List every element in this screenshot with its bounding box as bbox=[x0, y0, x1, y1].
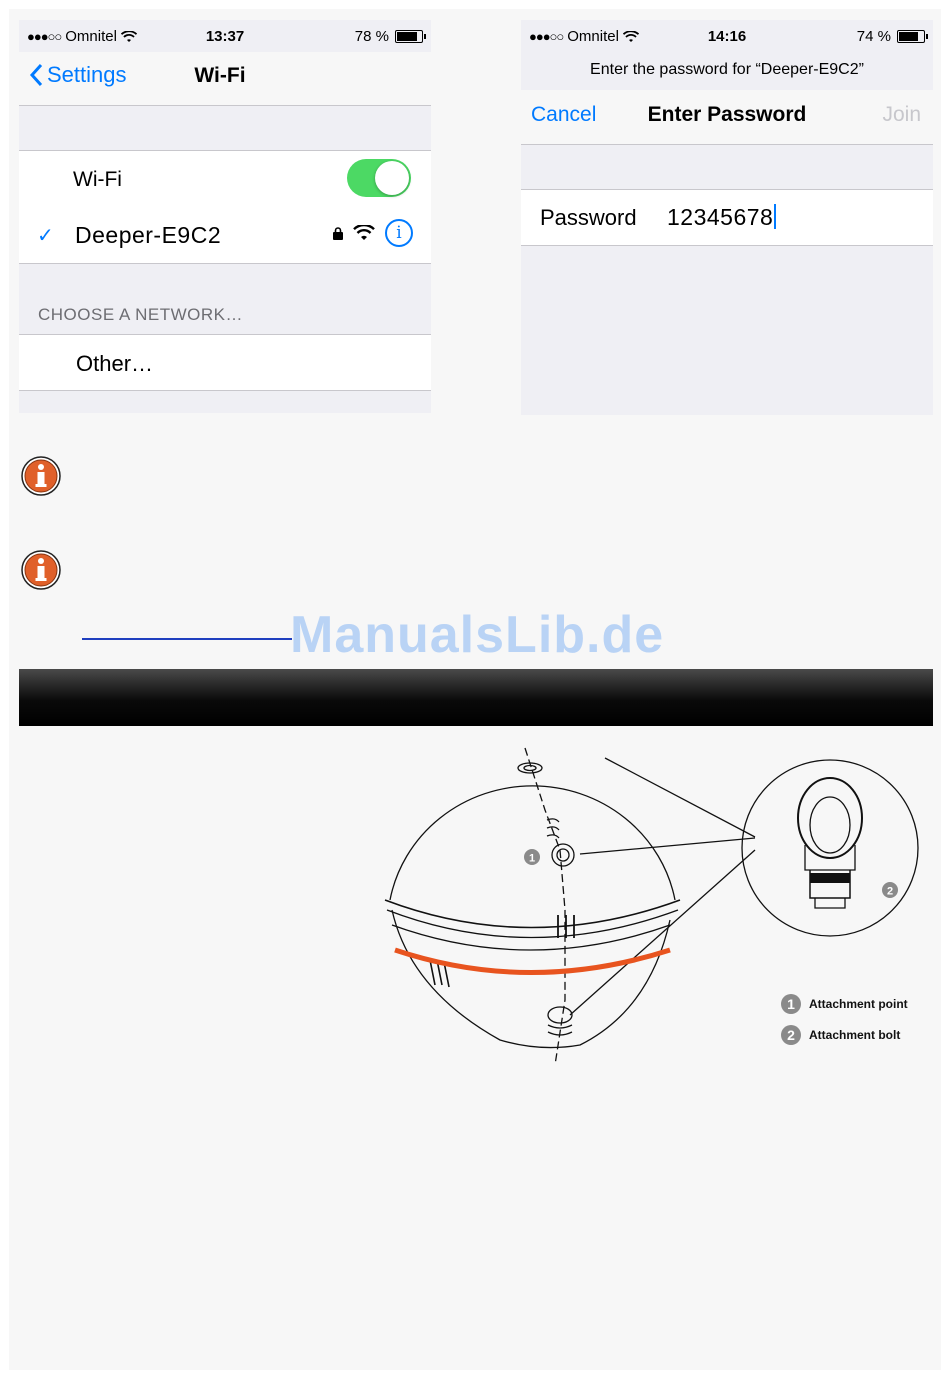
legend-label: Attachment point bbox=[809, 997, 908, 1011]
status-time: 13:37 bbox=[205, 28, 245, 45]
wifi-toggle-row bbox=[19, 150, 431, 208]
section-header: CHOOSE A NETWORK… bbox=[38, 305, 243, 324]
battery-percent: 78 % bbox=[354, 28, 389, 45]
other-label: Other… bbox=[76, 351, 154, 376]
legend-label: Attachment bolt bbox=[809, 1028, 901, 1042]
legend-number: 2 bbox=[781, 1025, 801, 1045]
svg-text:1: 1 bbox=[528, 852, 536, 865]
navigation-bar bbox=[19, 52, 431, 106]
battery-info bbox=[355, 28, 423, 45]
other-network-row[interactable] bbox=[19, 334, 431, 391]
wifi-strength-icon bbox=[353, 225, 375, 241]
watermark: ManualsLib.de bbox=[290, 606, 665, 664]
carrier-name: Omnitel bbox=[65, 28, 117, 45]
battery-icon bbox=[395, 30, 423, 43]
battery-info bbox=[857, 28, 925, 45]
checkmark-icon: ✓ bbox=[37, 225, 54, 247]
signal-dots-icon: ●●●○○ bbox=[27, 29, 62, 44]
network-name: Deeper-E9C2 bbox=[75, 222, 222, 248]
back-label: Settings bbox=[47, 62, 127, 87]
text-cursor bbox=[774, 204, 776, 229]
enter-password-screen bbox=[521, 20, 933, 415]
password-prompt: Enter the password for “Deeper-E9C2” bbox=[590, 61, 864, 78]
hyperlink-underline[interactable] bbox=[82, 638, 292, 640]
password-row bbox=[521, 189, 933, 246]
network-row[interactable] bbox=[19, 207, 431, 264]
status-time: 14:16 bbox=[707, 28, 747, 45]
page-title: Enter Password bbox=[647, 103, 807, 126]
legend-item-attachment-point bbox=[781, 994, 908, 1014]
lock-icon bbox=[333, 227, 343, 240]
password-input[interactable] bbox=[667, 204, 776, 231]
legend-item-attachment-bolt bbox=[781, 1025, 900, 1045]
info-note-icon bbox=[21, 456, 61, 496]
battery-icon bbox=[897, 30, 925, 43]
device-attachment-drawing bbox=[370, 740, 940, 1070]
wifi-settings-screen bbox=[19, 20, 431, 413]
legend-number: 1 bbox=[781, 994, 801, 1014]
wifi-toggle[interactable] bbox=[347, 159, 411, 197]
network-info-button[interactable]: i bbox=[385, 219, 413, 247]
status-bar bbox=[521, 20, 933, 52]
wifi-label: Wi-Fi bbox=[73, 168, 122, 191]
join-button[interactable]: Join bbox=[882, 103, 921, 126]
section-banner bbox=[19, 669, 933, 726]
password-label: Password bbox=[540, 205, 637, 230]
battery-percent: 74 % bbox=[856, 28, 891, 45]
password-value: 12345678 bbox=[667, 204, 774, 230]
status-bar bbox=[19, 20, 431, 52]
carrier-name: Omnitel bbox=[567, 28, 619, 45]
cancel-button[interactable]: Cancel bbox=[531, 103, 597, 126]
info-note-icon bbox=[21, 550, 61, 590]
signal-dots-icon: ●●●○○ bbox=[529, 29, 564, 44]
navigation-bar bbox=[521, 90, 933, 145]
svg-text:2: 2 bbox=[886, 885, 894, 898]
toggle-knob bbox=[375, 161, 409, 195]
page-title: Wi-Fi bbox=[194, 64, 246, 87]
